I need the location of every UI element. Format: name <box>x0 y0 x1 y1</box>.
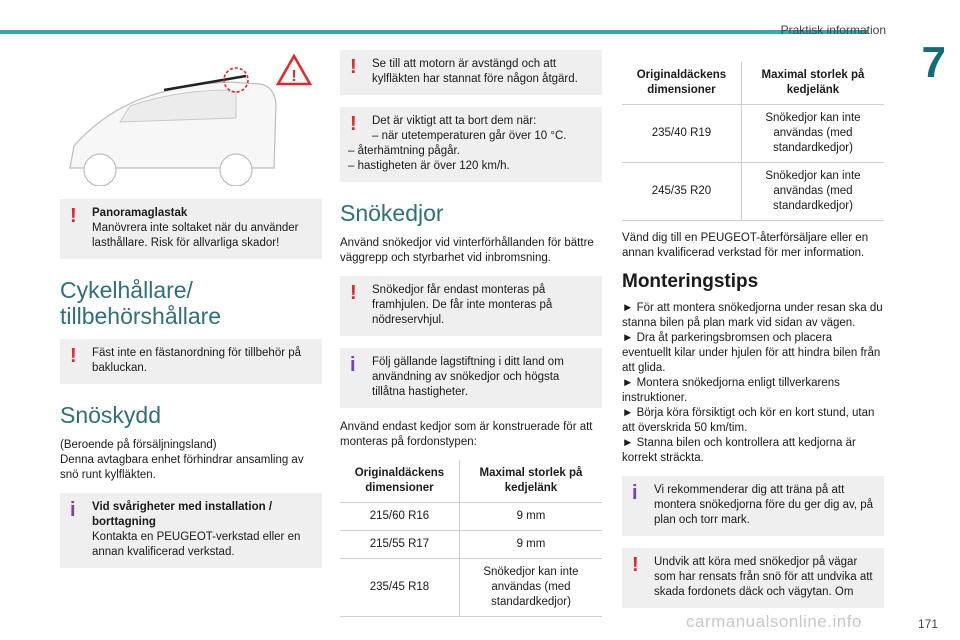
header-bar <box>0 30 868 34</box>
info-icon: i <box>70 499 76 521</box>
column-2 <box>340 50 602 627</box>
info-installation <box>60 493 322 568</box>
warning-front-text: Snökedjor får endast monteras på framhjulen. De får inte monteras på nödreservhjul. <box>372 284 553 326</box>
info-icon: i <box>632 482 638 504</box>
table-row <box>340 503 602 531</box>
info-practice-text: Vi rekommenderar dig att träna på att montera snökedjorna före du ger dig av, på plan och torr mark. <box>654 484 874 526</box>
chain-size-table-2 <box>622 62 884 221</box>
snow-chains-intro: Använd snökedjor vid vinterförhållanden för bättre väggrepp och styrbarhet vid inbromsning. <box>340 237 594 264</box>
mounting-tip: ► Börja köra försiktigt och kör en kort stund, utan att överskrida 50 km/tim. <box>622 407 875 434</box>
table-cell-tyre: 245/35 R20 <box>622 163 741 221</box>
table-cell-chain: 9 mm <box>459 503 602 531</box>
info-legislation-text: Följ gällande lagstiftning i ditt land om användning av snökedjor och högsta tillåtna hastigheter. <box>372 356 564 398</box>
header-title: Praktisk information <box>780 23 886 37</box>
table-cell-chain: Snökedjor kan inte användas (med standardkedjor) <box>741 163 884 221</box>
warning-bike-carrier <box>60 339 322 384</box>
warning-icon: ! <box>350 113 357 135</box>
table-header-chain: Maximal storlek på kedjelänk <box>459 460 602 503</box>
warning-icon: ! <box>70 205 77 227</box>
info-icon: i <box>350 354 356 376</box>
table-header-chain: Maximal storlek på kedjelänk <box>741 62 884 105</box>
table-row <box>340 559 602 617</box>
warning-panorama-title: Panoramaglastak <box>92 207 188 219</box>
table-cell-tyre: 215/55 R17 <box>340 531 459 559</box>
info-installation-title: Vid svårigheter med installation / borttagning <box>92 501 273 528</box>
warning-front-wheels <box>340 276 602 336</box>
mounting-tip: ► Stanna bilen och kontrollera att kedjorna är korrekt sträckta. <box>622 437 856 464</box>
chain-size-table-1 <box>340 460 602 617</box>
svg-text:!: ! <box>291 68 297 85</box>
warning-remove-conditions <box>340 107 602 182</box>
section-title-bike-carrier: Cykelhållare/ tillbehörshållare <box>60 277 222 329</box>
chains-only-text: Använd endast kedjor som är konstruerade för att monteras på fordonstypen: <box>340 421 593 448</box>
warning-icon: ! <box>632 554 639 576</box>
table-cell-tyre: 235/45 R18 <box>340 559 459 617</box>
table-cell-tyre: 215/60 R16 <box>340 503 459 531</box>
table-row <box>340 531 602 559</box>
warning-remove-line-4: – hastigheten är över 120 km/h. <box>348 160 510 172</box>
warning-bike-text: Fäst inte en fästanordning för tillbehör på bakluckan. <box>92 347 302 374</box>
table-header-tyre: Originaldäckens dimensioner <box>622 62 741 105</box>
section-title-snow-guard: Snöskydd <box>60 402 162 428</box>
warning-roads-text: Undvik att köra med snökedjor på vägar som har rensats från snö för att undvika att skada fordonets däck och vägytan. Om <box>654 556 873 598</box>
table-row <box>622 105 884 163</box>
watermark: carmanualsonline.info <box>686 612 862 631</box>
table-row <box>622 163 884 221</box>
table-cell-chain: Snökedjor kan inte användas (med standardkedjor) <box>741 105 884 163</box>
warning-icon: ! <box>350 56 357 78</box>
warning-engine-text: Se till att motorn är avstängd och att kylfläkten har stannat före någon åtgärd. <box>372 58 578 85</box>
warning-cleared-roads <box>622 548 884 608</box>
mounting-tip: ► För att montera snökedjorna under resan ska du stanna bilen på plan mark vid sidan av vägen. <box>622 302 883 329</box>
column-1 <box>60 50 322 580</box>
snow-guard-text: (Beroende på försäljningsland) Denna avtagbara enhet förhindrar ansamling av snö runt kylfläkten. <box>60 439 304 481</box>
dealer-text: Vänd dig till en PEUGEOT-återförsäljare eller en annan kvalificerad verkstad för mer information. <box>622 232 869 259</box>
info-legislation <box>340 348 602 408</box>
page-number: 171 <box>917 617 938 631</box>
warning-engine-off <box>340 50 602 95</box>
column-3 <box>622 62 884 620</box>
table-cell-chain: 9 mm <box>459 531 602 559</box>
mounting-tip: ► Montera snökedjorna enligt tillverkarens instruktioner. <box>622 377 840 404</box>
table-cell-tyre: 235/40 R19 <box>622 105 741 163</box>
warning-remove-line-1: Det är viktigt att ta bort dem när: <box>372 115 537 127</box>
car-roof-illustration <box>60 50 322 186</box>
warning-panorama <box>60 199 322 259</box>
section-title-mounting-tips: Monteringstips <box>622 271 759 292</box>
warning-remove-line-2: – när utetemperaturen går över 10 °C. <box>372 130 567 142</box>
info-practice <box>622 476 884 536</box>
warning-icon: ! <box>70 345 77 367</box>
info-installation-text: Kontakta en PEUGEOT-verkstad eller en annan kvalificerad verkstad. <box>92 531 301 558</box>
warning-remove-line-3: – återhämtning pågår. <box>348 145 460 157</box>
warning-panorama-text: Manövrera inte soltaket när du använder lasthållare. Risk för allvarliga skador! <box>92 222 299 249</box>
table-header-tyre: Originaldäckens dimensioner <box>340 460 459 503</box>
section-title-snow-chains: Snökedjor <box>340 200 444 226</box>
table-cell-chain: Snökedjor kan inte användas (med standardkedjor) <box>459 559 602 617</box>
chapter-number: 7 <box>921 38 946 87</box>
mounting-tip: ► Dra åt parkeringsbromsen och placera eventuellt kilar under hjulen för att hindra bilen från att glida. <box>622 332 881 374</box>
warning-icon: ! <box>350 282 357 304</box>
